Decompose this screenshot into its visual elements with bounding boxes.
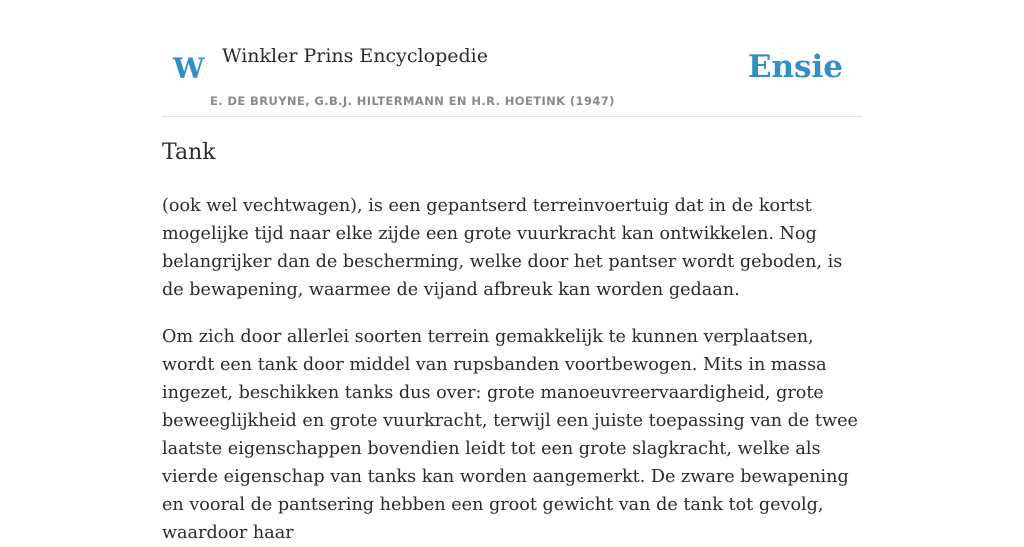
article-title: Tank	[162, 140, 216, 165]
encyclopedia-title[interactable]: Winkler Prins Encyclopedie	[222, 45, 488, 67]
page-content	[162, 0, 862, 543]
ensie-logo[interactable]: Ensie	[747, 49, 843, 85]
article-paragraph: Om zich door allerlei soorten terrein gemakkelijk te kunnen verplaatsen, wordt een tank door middel van rupsbanden voortbewogen. Mits in massa ingezet, beschikken tanks dus over: grote manoeuvreervaardigheid, grote beweeglijkheid en grote vuurkracht, terwijl een juiste toepassing van de twee laatste eigenschappen bovendien leidt tot een grote slagkracht, welke als vierde eigenschap van tanks kan worden aangemerkt. De zware bewapening en vooral de pantsering hebben een groot gewicht van de tank tot gevolg, waardoor haar	[162, 327, 858, 543]
winkler-prins-logo[interactable]: W	[173, 52, 205, 85]
article-paragraph: (ook wel vechtwagen), is een gepantserd terreinvoertuig dat in de kortst mogelijke tijd naar elke zijde een grote vuurkracht kan ontwikkelen. Nog belangrijker dan de bescherming, welke door het pantser wordt geboden, is de bewapening, waarmee de vijand afbreuk kan worden gedaan.	[162, 196, 843, 300]
encyclopedia-authors: E. DE BRUYNE, G.B.J. HILTERMANN EN H.R. HOETINK (1947)	[210, 94, 615, 108]
header	[162, 0, 862, 117]
